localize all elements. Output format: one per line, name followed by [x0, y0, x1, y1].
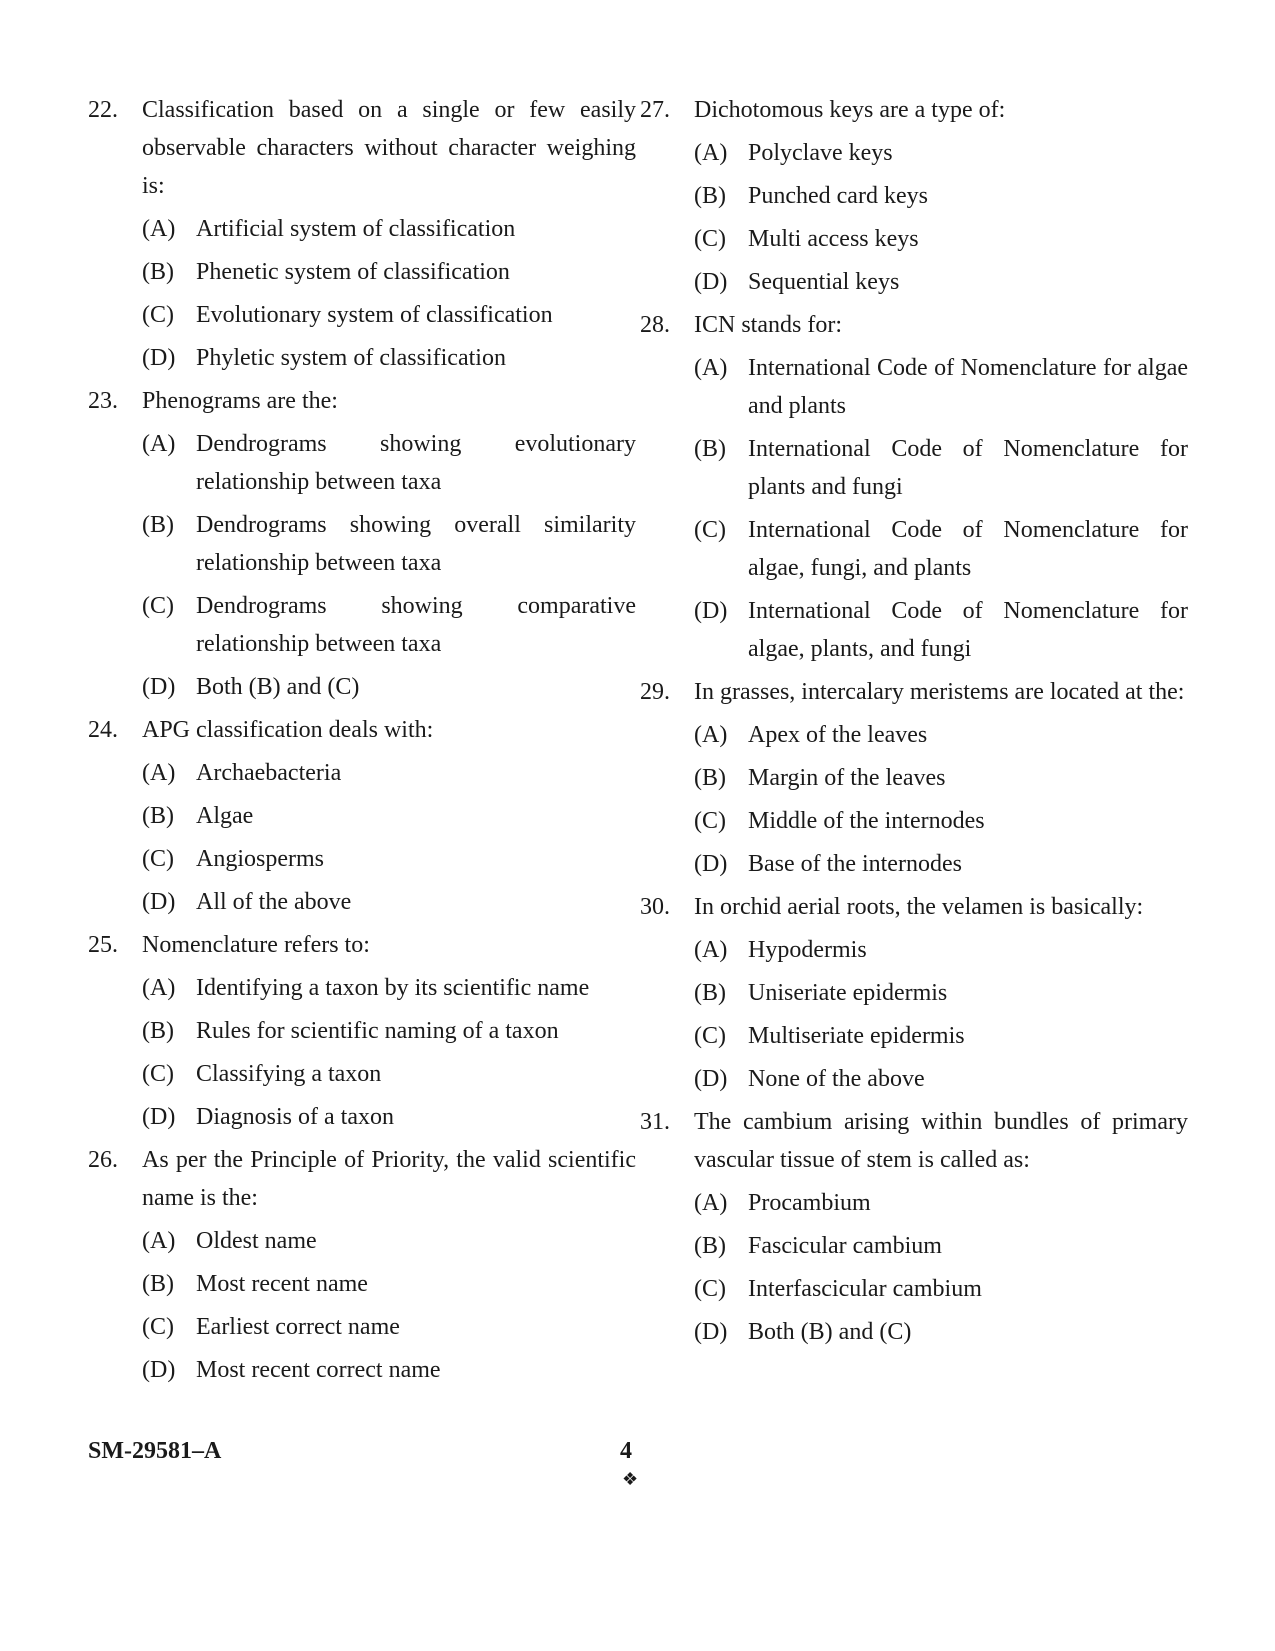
- question-stem: Dichotomous keys are a type of:: [694, 97, 1006, 123]
- option-text: Dendrograms showing comparative relationship between taxa: [196, 593, 636, 657]
- option-d: [694, 1313, 1188, 1351]
- option-a: [142, 210, 636, 248]
- option-text: Most recent name: [196, 1271, 368, 1297]
- option-d: [694, 1060, 1188, 1098]
- option-label: (B): [142, 512, 174, 538]
- option-text: Diagnosis of a taxon: [196, 1104, 394, 1130]
- option-c: [694, 1270, 1188, 1308]
- option-b: [694, 759, 1188, 797]
- option-a: [694, 716, 1188, 754]
- option-label: (B): [694, 436, 726, 462]
- option-text: Fascicular cambium: [748, 1233, 942, 1259]
- option-label: (C): [142, 302, 174, 328]
- option-text: Evolutionary system of classification: [196, 302, 553, 328]
- option-text: None of the above: [748, 1066, 925, 1092]
- option-text: Polyclave keys: [748, 140, 893, 166]
- option-b: [142, 253, 636, 291]
- option-label: (A): [694, 140, 728, 166]
- option-label: (A): [142, 1228, 176, 1254]
- question-stem: As per the Principle of Priority, the valid scientific name is the:: [142, 1147, 636, 1211]
- option-label: (C): [694, 808, 726, 834]
- question-stem: The cambium arising within bundles of primary vascular tissue of stem is called as:: [694, 1109, 1188, 1173]
- option-b: [694, 974, 1188, 1012]
- option-text: Dendrograms showing evolutionary relationship between taxa: [196, 431, 636, 495]
- option-label: (B): [142, 803, 174, 829]
- option-text: Apex of the leaves: [748, 722, 928, 748]
- option-d: [142, 883, 636, 921]
- option-label: (A): [142, 431, 176, 457]
- question-stem: APG classification deals with:: [142, 717, 434, 743]
- question-24: [88, 711, 636, 921]
- option-label: (A): [694, 937, 728, 963]
- option-c: [142, 296, 636, 334]
- page-number: 4: [620, 1438, 632, 1464]
- option-d: [694, 592, 1188, 668]
- option-text: Classifying a taxon: [196, 1061, 382, 1087]
- option-label: (C): [694, 226, 726, 252]
- option-label: (B): [694, 765, 726, 791]
- option-c: [694, 220, 1188, 258]
- option-label: (C): [694, 517, 726, 543]
- option-a: [142, 754, 636, 792]
- diamond-ornament-icon: ❖: [622, 1469, 639, 1489]
- question-stem: In orchid aerial roots, the velamen is basically:: [694, 894, 1144, 920]
- option-b: [142, 797, 636, 835]
- option-label: (B): [694, 183, 726, 209]
- option-d: [142, 668, 636, 706]
- option-text: Most recent correct name: [196, 1357, 441, 1383]
- question-number: 28.: [640, 312, 670, 338]
- question-23: [88, 382, 636, 706]
- option-label: (C): [142, 593, 174, 619]
- option-label: (D): [694, 598, 728, 624]
- option-text: Both (B) and (C): [748, 1319, 912, 1345]
- question-stem: Phenograms are the:: [142, 388, 338, 414]
- option-label: (B): [694, 1233, 726, 1259]
- option-label: (B): [142, 1271, 174, 1297]
- option-text: Earliest correct name: [196, 1314, 400, 1340]
- question-number: 27.: [640, 97, 670, 123]
- option-b: [142, 506, 636, 582]
- option-text: Base of the internodes: [748, 851, 962, 877]
- option-a: [694, 349, 1188, 425]
- option-label: (C): [142, 846, 174, 872]
- option-label: (B): [694, 980, 726, 1006]
- option-text: Sequential keys: [748, 269, 900, 295]
- option-text: International Code of Nomenclature for algae, fungi, and plants: [748, 517, 1188, 581]
- option-text: Phenetic system of classification: [196, 259, 510, 285]
- right-question-column: [640, 91, 1188, 1351]
- question-stem: Classification based on a single or few easily observable characters without character weighing is:: [142, 97, 636, 199]
- option-label: (D): [142, 1104, 176, 1130]
- question-number: 29.: [640, 679, 670, 705]
- option-c: [142, 587, 636, 663]
- option-text: Uniseriate epidermis: [748, 980, 948, 1006]
- option-label: (A): [694, 722, 728, 748]
- option-label: (A): [142, 760, 176, 786]
- option-a: [142, 1222, 636, 1260]
- question-stem: ICN stands for:: [694, 312, 842, 338]
- option-label: (A): [694, 1190, 728, 1216]
- option-text: Dendrograms showing overall similarity relationship between taxa: [196, 512, 636, 576]
- question-number: 22.: [88, 97, 118, 123]
- option-label: (B): [142, 259, 174, 285]
- option-text: Artificial system of classification: [196, 216, 516, 242]
- left-question-column: [88, 91, 636, 1389]
- option-label: (C): [142, 1061, 174, 1087]
- option-d: [694, 263, 1188, 301]
- question-number: 30.: [640, 894, 670, 920]
- option-label: (C): [142, 1314, 174, 1340]
- option-text: Rules for scientific naming of a taxon: [196, 1018, 559, 1044]
- option-text: Archaebacteria: [196, 760, 342, 786]
- option-text: Angiosperms: [196, 846, 324, 872]
- option-text: Identifying a taxon by its scientific name: [196, 975, 590, 1001]
- option-text: Multi access keys: [748, 226, 919, 252]
- option-c: [142, 840, 636, 878]
- question-number: 23.: [88, 388, 118, 414]
- option-text: Procambium: [748, 1190, 871, 1216]
- option-text: Both (B) and (C): [196, 674, 360, 700]
- option-label: (D): [142, 1357, 176, 1383]
- option-b: [142, 1265, 636, 1303]
- option-label: (A): [694, 355, 728, 381]
- option-text: Algae: [196, 803, 254, 829]
- option-text: International Code of Nomenclature for algae and plants: [748, 355, 1188, 419]
- question-28: [640, 306, 1188, 668]
- option-d: [142, 1098, 636, 1136]
- option-b: [694, 1227, 1188, 1265]
- option-d: [142, 339, 636, 377]
- option-label: (B): [142, 1018, 174, 1044]
- option-text: International Code of Nomenclature for plants and fungi: [748, 436, 1188, 500]
- question-30: [640, 888, 1188, 1098]
- option-text: All of the above: [196, 889, 352, 915]
- option-label: (C): [694, 1023, 726, 1049]
- question-27: [640, 91, 1188, 301]
- question-22: [88, 91, 636, 377]
- question-stem: In grasses, intercalary meristems are located at the:: [694, 679, 1185, 705]
- option-b: [694, 430, 1188, 506]
- option-text: Punched card keys: [748, 183, 928, 209]
- option-b: [142, 1012, 636, 1050]
- option-d: [142, 1351, 636, 1389]
- option-label: (D): [694, 1319, 728, 1345]
- booklet-code: SM-29581–A: [88, 1438, 222, 1464]
- option-text: Middle of the internodes: [748, 808, 985, 834]
- option-text: Phyletic system of classification: [196, 345, 506, 371]
- question-number: 25.: [88, 932, 118, 958]
- option-label: (D): [142, 345, 176, 371]
- option-text: International Code of Nomenclature for algae, plants, and fungi: [748, 598, 1188, 662]
- option-label: (D): [694, 269, 728, 295]
- option-text: Multiseriate epidermis: [748, 1023, 965, 1049]
- question-26: [88, 1141, 636, 1389]
- option-label: (A): [142, 216, 176, 242]
- question-31: [640, 1103, 1188, 1351]
- option-c: [694, 511, 1188, 587]
- option-b: [694, 177, 1188, 215]
- option-c: [142, 1055, 636, 1093]
- question-29: [640, 673, 1188, 883]
- question-number: 24.: [88, 717, 118, 743]
- option-c: [694, 1017, 1188, 1055]
- question-25: [88, 926, 636, 1136]
- option-a: [694, 134, 1188, 172]
- option-d: [694, 845, 1188, 883]
- option-c: [694, 802, 1188, 840]
- option-a: [694, 1184, 1188, 1222]
- option-label: (A): [142, 975, 176, 1001]
- option-label: (D): [694, 1066, 728, 1092]
- question-stem: Nomenclature refers to:: [142, 932, 370, 958]
- question-number: 26.: [88, 1147, 118, 1173]
- option-text: Margin of the leaves: [748, 765, 946, 791]
- option-label: (D): [142, 889, 176, 915]
- option-c: [142, 1308, 636, 1346]
- option-label: (D): [694, 851, 728, 877]
- question-number: 31.: [640, 1109, 670, 1135]
- option-a: [694, 931, 1188, 969]
- option-a: [142, 969, 636, 1007]
- option-text: Hypodermis: [748, 937, 867, 963]
- option-label: (D): [142, 674, 176, 700]
- option-text: Interfascicular cambium: [748, 1276, 982, 1302]
- option-label: (C): [694, 1276, 726, 1302]
- option-a: [142, 425, 636, 501]
- option-text: Oldest name: [196, 1228, 317, 1254]
